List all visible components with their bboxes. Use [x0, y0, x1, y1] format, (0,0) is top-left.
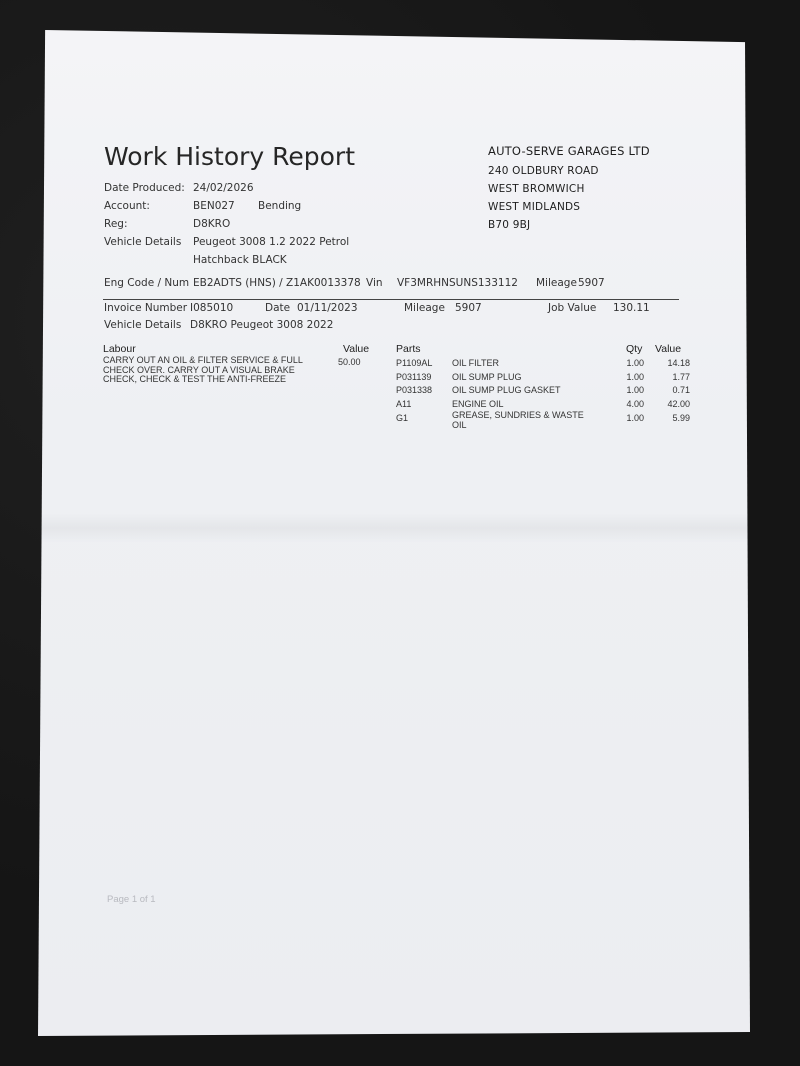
part-qty: 1.00	[626, 372, 644, 382]
invoice-date-label: Date	[265, 302, 291, 314]
part-qty: 1.00	[626, 385, 644, 395]
part-code: P031338	[396, 385, 433, 395]
parts-header: Parts	[396, 343, 421, 355]
eng-code-value: EB2ADTS (HNS) / Z1AK0013378	[193, 277, 361, 289]
report-title: Work History Report	[104, 142, 356, 171]
page-number: Page 1 of 1	[107, 894, 156, 905]
part-description: ENGINE OIL	[452, 399, 504, 409]
part-code: A11	[396, 399, 412, 409]
part-description: OIL SUMP PLUG GASKET	[452, 385, 561, 395]
account-label: Account:	[104, 200, 150, 212]
company-name: AUTO-SERVE GARAGES LTD	[488, 144, 650, 158]
invoice-date-value: 01/11/2023	[297, 302, 358, 314]
part-qty: 1.00	[626, 358, 644, 368]
part-qty: 1.00	[626, 413, 644, 423]
job-value: 130.11	[613, 302, 650, 314]
part-value: 42.00	[667, 399, 690, 409]
job-value-label: Job Value	[548, 302, 597, 314]
company-address-line2: WEST BROMWICH	[488, 183, 585, 195]
part-value: 0.71	[672, 385, 690, 395]
paper-sheet	[38, 30, 750, 1036]
part-description: OIL FILTER	[452, 358, 500, 368]
invoice-mileage-value: 5907	[455, 302, 482, 314]
part-description: GREASE, SUNDRIES & WASTE OIL	[452, 410, 584, 430]
vin-label: Vin	[366, 277, 383, 289]
section-divider	[103, 299, 679, 300]
part-code: G1	[396, 413, 409, 423]
vehicle-details-label: Vehicle Details	[104, 236, 182, 248]
vin-value: VF3MRHNSUNS133112	[397, 277, 518, 289]
date-produced-label: Date Produced:	[104, 182, 185, 194]
vehicle-details-line2: Hatchback BLACK	[193, 254, 287, 266]
company-address-line3: WEST MIDLANDS	[488, 201, 581, 213]
report-mileage-value: 5907	[578, 277, 605, 289]
invoice-mileage-label: Mileage	[404, 302, 445, 314]
part-description: OIL SUMP PLUG	[452, 372, 522, 382]
part-value: 14.18	[667, 358, 690, 368]
part-code: P1109AL	[396, 358, 433, 368]
part-code: P031139	[396, 372, 432, 382]
part-value: 5.99	[672, 413, 690, 423]
invoice-number-label: Invoice Number	[104, 302, 188, 314]
labour-value: 50.00	[338, 357, 361, 367]
reg-label: Reg:	[104, 218, 128, 230]
date-produced-value: 24/02/2026	[193, 182, 254, 194]
invoice-vehicle-value: D8KRO Peugeot 3008 2022	[190, 319, 334, 331]
labour-description: CARRY OUT AN OIL & FILTER SERVICE & FULL CHECK OVER. CARRY OUT A VISUAL BRAKE CHECK, CHECK & TEST THE ANTI-FREEZE	[103, 355, 303, 384]
invoice-vehicle-label: Vehicle Details	[104, 319, 182, 331]
report-mileage-label: Mileage	[536, 277, 577, 289]
part-qty: 4.00	[626, 399, 644, 409]
company-postcode: B70 9BJ	[488, 219, 531, 231]
company-address-line1: 240 OLDBURY ROAD	[488, 165, 599, 177]
reg-value: D8KRO	[193, 218, 231, 230]
eng-code-label: Eng Code / Num	[104, 277, 190, 289]
account-code: BEN027	[193, 200, 235, 212]
parts-qty-header: Qty	[626, 343, 643, 355]
part-value: 1.77	[672, 372, 690, 382]
vehicle-details-line1: Peugeot 3008 1.2 2022 Petrol	[193, 236, 350, 248]
labour-value-header: Value	[343, 343, 370, 355]
labour-header: Labour	[103, 343, 136, 355]
parts-value-header: Value	[655, 343, 682, 355]
invoice-number-value: I085010	[190, 302, 234, 314]
account-name: Bending	[258, 200, 302, 212]
